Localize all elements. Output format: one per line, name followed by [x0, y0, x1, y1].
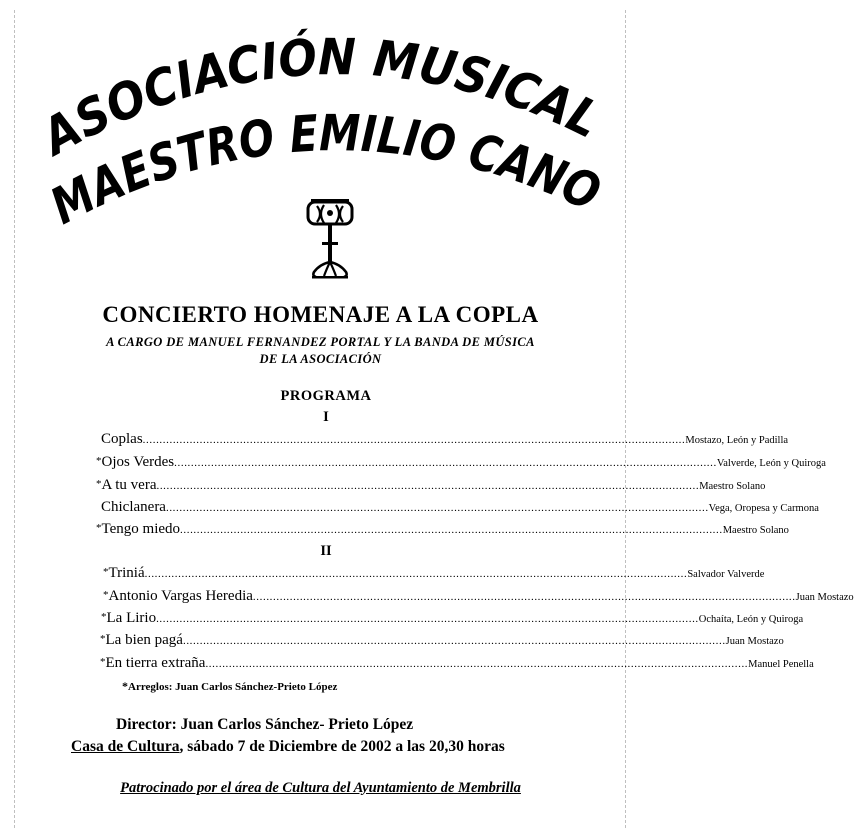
song-title: Ojos Verdes: [101, 454, 175, 470]
arrangement-note: [122, 679, 337, 694]
venue-details: , sábado 7 de Diciembre de 2002 a las 20,30 horas: [179, 738, 505, 755]
program-item: [96, 521, 789, 538]
arrangement-mark: *: [103, 566, 109, 578]
program-item: [101, 499, 819, 516]
arrangement-mark: *: [96, 455, 102, 467]
arrangement-mark: *: [100, 633, 106, 645]
song-author: Salvador Valverde: [687, 569, 765, 580]
song-title: Tengo miedo: [101, 521, 181, 537]
song-author: Juan Mostazo: [725, 636, 784, 647]
director-line: Director: Juan Carlos Sánchez- Prieto López: [116, 716, 414, 733]
arrangement-mark: *: [103, 589, 109, 601]
song-title: Triniá: [108, 565, 145, 581]
program-section-label: II: [320, 543, 332, 559]
concert-subtitle-line1: A CARGO DE MANUEL FERNANDEZ PORTAL Y LA BANDA DE MÚSICA: [106, 335, 535, 349]
arrangement-mark: *: [96, 478, 102, 490]
sponsor-line: Patrocinado por el área de Cultura del Ayuntamiento de Membrilla: [120, 780, 521, 796]
song-title: La bien pagá: [105, 632, 183, 648]
song-title: Coplas: [101, 431, 143, 447]
arrangement-note-text: Arreglos: Juan Carlos Sánchez-Prieto López: [128, 681, 338, 693]
program-item: [100, 655, 814, 672]
song-author: Manuel Penella: [748, 659, 814, 670]
song-author: Maestro Solano: [722, 525, 789, 536]
arrangement-mark: *: [96, 522, 102, 534]
leader-dots: ..................................................................................................................................................................: [252, 591, 796, 603]
program-item: [101, 610, 804, 627]
leader-dots: ..................................................................................................................................................................: [165, 502, 709, 514]
leader-dots: ..................................................................................................................................................................: [180, 524, 723, 536]
title-line1: ASOCIACIÓN MUSICAL: [32, 28, 613, 167]
concert-subtitle-line2: DE LA ASOCIACIÓN: [259, 352, 382, 366]
leader-dots: ..................................................................................................................................................................: [174, 457, 717, 469]
song-title: Chiclanera: [101, 499, 166, 515]
program-item: [100, 632, 784, 649]
song-title: En tierra extraña: [105, 655, 206, 671]
leader-dots: ..................................................................................................................................................................: [182, 635, 726, 647]
leader-dots: ..................................................................................................................................................................: [205, 658, 749, 670]
leader-dots: ..................................................................................................................................................................: [142, 434, 686, 446]
program-item: [96, 454, 826, 471]
song-title: La Lirio: [106, 610, 157, 626]
song-author: Mostazo, León y Padilla: [685, 435, 789, 446]
arrangement-mark: *: [101, 611, 107, 623]
title-line2: MAESTRO EMILIO CANO: [41, 104, 616, 236]
venue-place: Casa de Cultura: [71, 738, 180, 755]
program-title: PROGRAMA: [280, 388, 372, 404]
leader-dots: ..................................................................................................................................................................: [156, 480, 700, 492]
song-title: Antonio Vargas Heredia: [108, 588, 253, 604]
arrangement-mark: *: [100, 656, 106, 668]
leader-dots: ..................................................................................................................................................................: [156, 613, 699, 625]
song-author: Ochaíta, León y Quiroga: [698, 614, 804, 625]
program-item: [103, 565, 765, 582]
song-author: Valverde, León y Quiroga: [716, 458, 826, 469]
program-item: [103, 588, 854, 605]
concert-title: CONCIERTO HOMENAJE A LA COPLA: [102, 302, 539, 327]
song-author: Juan Mostazo: [795, 592, 854, 603]
program-item: [101, 431, 789, 448]
program-item: [96, 477, 766, 494]
music-stand-lyre-icon: [302, 196, 358, 280]
arrangement-mark: *: [122, 679, 128, 693]
song-author: Maestro Solano: [699, 481, 766, 492]
leader-dots: ..................................................................................................................................................................: [144, 568, 688, 580]
song-author: Vega, Oropesa y Carmona: [708, 503, 819, 514]
song-title: A tu vera: [101, 477, 157, 493]
program-section-label: I: [323, 409, 329, 425]
venue-line: [71, 738, 505, 756]
